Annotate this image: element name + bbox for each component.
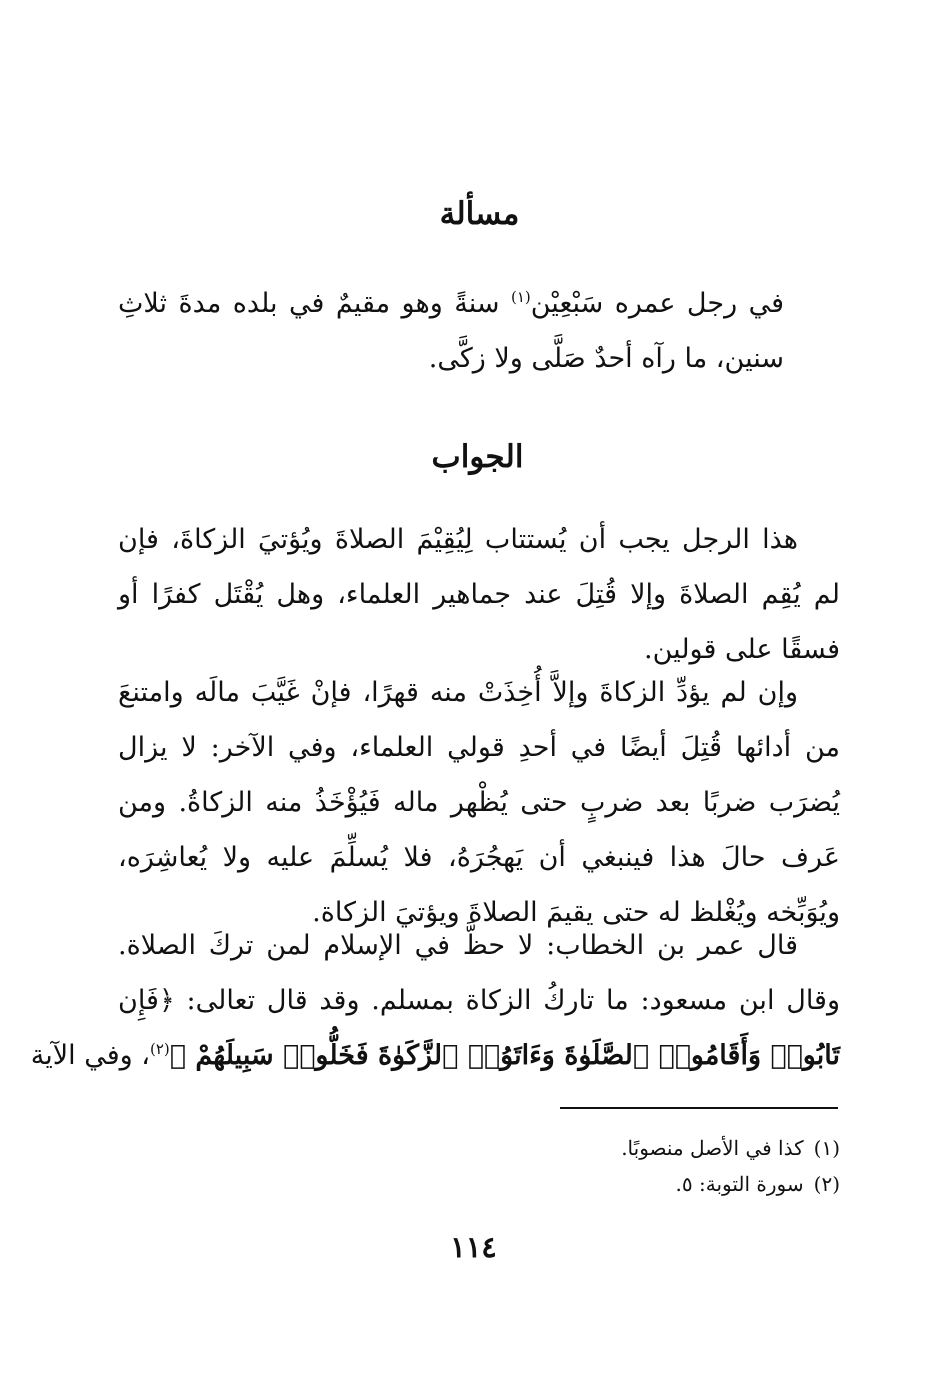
footnote-ref-1: (١) [510,288,531,306]
footnote-1-text: كذا في الأصل منصوبًا. [621,1136,804,1160]
paragraph-2-line-3: يُضرَب ضربًا بعد ضربٍ حتى يُظْهر ماله فَيُؤْخَذُ منه الزكاةُ. ومن [118,787,840,818]
footnote-1-number: (١) [813,1136,840,1160]
paragraph-1-line-2: لم يُقِم الصلاةَ وإلا قُتِلَ عند جماهير العلماء، وهل يُقْتَل كفرًا أو [118,579,840,610]
question-text [118,276,784,386]
paragraph-2-line-1: وإن لم يؤدِّ الزكاةَ وإلاَّ أُخِذَتْ منه قهرًا، فإنْ غَيَّبَ مالَه وامتنعَ [118,677,798,708]
quran-verse: تَابُوا۟ وَأَقَامُوا۟ ٱلصَّلَوٰةَ وَءَاتَوُا۟ ٱلزَّكَوٰةَ فَخَلُّوا۟ سَبِيلَهُمْ ﴾ [169,1040,840,1071]
question-line-2: سنين، ما رآه أحدٌ صَلَّى ولا زكَّى. [428,343,784,374]
footnote-2-number: (٢) [813,1172,840,1196]
paragraph-1-line-1: هذا الرجل يجب أن يُستتاب لِيُقِيْمَ الصلاةَ ويُؤتيَ الزكاةَ، فإن [118,524,798,555]
question-line-1-end: سنةً وهو مقيمٌ في بلده مدةَ ثلاثِ [118,288,511,319]
paragraph-3-line-3-end: ، وفي الآية [30,1040,150,1071]
footnote-divider [560,1107,838,1109]
footnotes [300,1130,840,1202]
footnote-1 [300,1130,840,1166]
paragraph-1-line-3: فسقًا على قولين. [644,634,840,665]
question-line-1 [118,276,784,331]
paragraph-2-line-4: عَرف حالَ هذا فينبغي أن يَهجُرَهُ، فلا يُسلِّمَ عليه ولا يُعاشِرَه، [118,842,840,873]
paragraph-3-line-2: وقال ابن مسعود: ما تاركُ الزكاة بمسلم. وقد قال تعالى: ﴿فَإِن [118,985,840,1016]
answer-title: الجواب [431,439,524,475]
footnote-ref-2: (٢) [149,1040,170,1058]
answer-paragraph-1 [118,512,840,677]
page-number: ١١٤ [450,1230,497,1264]
paragraph-3-line-3 [30,1028,840,1083]
answer-paragraph-3 [30,918,840,1083]
footnote-2-text: سورة التوبة: ٥. [675,1172,804,1196]
paragraph-3-line-1: قال عمر بن الخطاب: لا حظَّ في الإسلام لمن تركَ الصلاة. [118,930,798,961]
question-line-1-start: في رجل عمره سَبْعِيْن [530,288,784,319]
answer-paragraph-2 [118,665,840,940]
paragraph-2-line-5: ويُوَبِّخه ويُغْلظ له حتى يقيمَ الصلاةَ ويؤتيَ الزكاة. [312,897,840,928]
footnote-2 [300,1166,840,1202]
section-title: مسألة [439,196,520,232]
paragraph-2-line-2: من أدائها قُتِلَ أيضًا في أحدِ قولي العلماء، وفي الآخر: لا يزال [118,732,840,763]
